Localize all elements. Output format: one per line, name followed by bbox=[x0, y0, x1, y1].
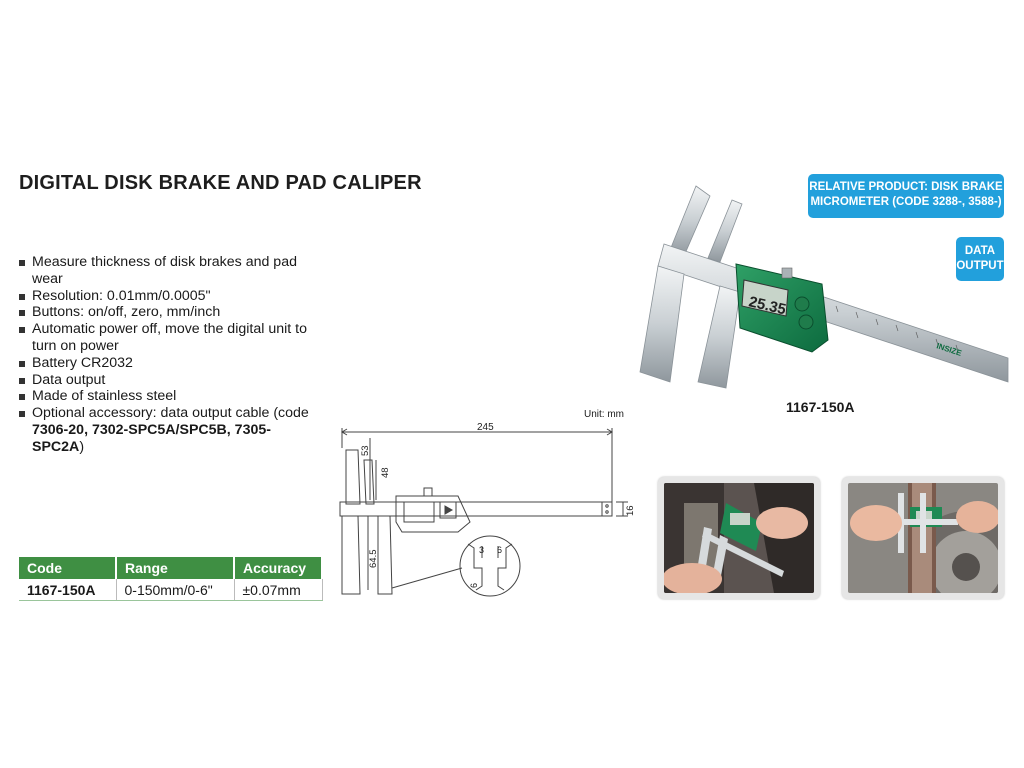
cell-code: 1167-150A bbox=[19, 579, 116, 601]
usage-photo-disk bbox=[842, 477, 1004, 599]
feature-item: Measure thickness of disk brakes and pad wear bbox=[19, 254, 319, 288]
bullet-icon bbox=[19, 411, 25, 417]
feature-list bbox=[19, 254, 319, 456]
header-code: Code bbox=[19, 557, 116, 579]
dim-tip-b: 6 bbox=[497, 545, 503, 555]
bullet-icon bbox=[19, 361, 25, 367]
dim-tip-a: 3 bbox=[479, 545, 485, 555]
feature-item: Optional accessory: data output cable (code 7306-20, 7302-SPC5A/SPC5B, 7305-SPC2A) bbox=[19, 405, 319, 455]
feature-item: Made of stainless steel bbox=[19, 388, 319, 405]
usage-photo-pad bbox=[658, 477, 820, 599]
spec-table bbox=[19, 557, 323, 601]
brand-logo: INSIZE bbox=[935, 341, 963, 358]
data-output-badge: DATA OUTPUT bbox=[956, 237, 1004, 281]
usage-photo-pad-image bbox=[664, 483, 814, 593]
feature-item: Automatic power off, move the digital unit to turn on power bbox=[19, 321, 319, 355]
feature-item: Battery CR2032 bbox=[19, 355, 319, 372]
bullet-icon bbox=[19, 327, 25, 333]
header-accuracy: Accuracy bbox=[234, 557, 322, 579]
display-value: 25.35 bbox=[747, 293, 788, 319]
bullet-icon bbox=[19, 260, 25, 266]
feature-item: Buttons: on/off, zero, mm/inch bbox=[19, 304, 319, 321]
page-title: DIGITAL DISK BRAKE AND PAD CALIPER bbox=[19, 172, 422, 194]
unit-label: Unit: mm bbox=[584, 409, 624, 420]
feature-item: Data output bbox=[19, 372, 319, 389]
feature-item: Resolution: 0.01mm/0.0005" bbox=[19, 288, 319, 305]
model-label: 1167-150A bbox=[786, 399, 855, 415]
table-row bbox=[19, 579, 322, 601]
bullet-icon bbox=[19, 378, 25, 384]
dim-total: 245 bbox=[477, 422, 494, 433]
dim-jaw-short: 53 bbox=[360, 445, 371, 456]
dim-tip-c: 6 bbox=[469, 582, 479, 588]
dim-height: 16 bbox=[625, 505, 636, 516]
cell-range: 0-150mm/0-6" bbox=[116, 579, 234, 601]
table-header-row bbox=[19, 557, 322, 579]
bullet-icon bbox=[19, 394, 25, 400]
header-range: Range bbox=[116, 557, 234, 579]
bullet-icon bbox=[19, 310, 25, 316]
cell-accuracy: ±0.07mm bbox=[234, 579, 322, 601]
related-product-badge[interactable]: RELATIVE PRODUCT: DISK BRAKE MICROMETER (CODE 3288-, 3588-) bbox=[808, 174, 1004, 218]
usage-photo-disk-image bbox=[848, 483, 998, 593]
technical-drawing bbox=[330, 418, 640, 603]
bullet-icon bbox=[19, 294, 25, 300]
dim-jaw-long: 48 bbox=[380, 467, 391, 478]
dim-lower: 64.5 bbox=[368, 549, 379, 568]
